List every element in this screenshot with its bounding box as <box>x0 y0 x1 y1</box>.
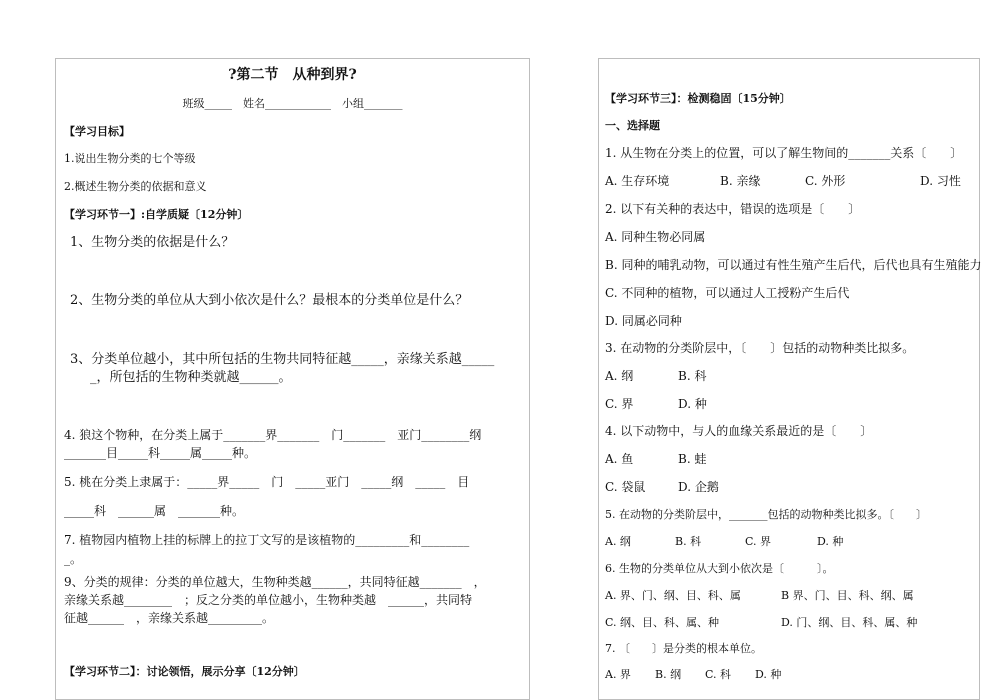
mc-question-1: 1. 从生物在分类上的位置，可以了解生物间的_______关系〔 〕 <box>605 146 963 160</box>
mc-option: B. 同种的哺乳动物，可以通过有性生殖产生后代，后代也具有生殖能力 <box>605 258 981 272</box>
question-3-line-2: _，所包括的生物种类就越______。 <box>90 370 292 385</box>
mc-option: A. 同种生物必同属 <box>605 230 706 244</box>
mc-option: A. 界、门、纲、目、科、属 <box>605 589 741 602</box>
mc-option: D. 种 <box>678 397 707 411</box>
mc-option: A. 生存环境 <box>605 174 670 188</box>
learning-goals-heading: 【学习目标】 <box>64 125 130 138</box>
question-9-line-3: 征越______ ，亲缘关系越_________。 <box>64 611 275 625</box>
question-9-line-2: 亲缘关系越________ ；反之分类的单位越小，生物种类越 ______，共同特 <box>64 593 473 607</box>
mc-option: D. 门、纲、目、科、属、种 <box>781 616 918 629</box>
left-worksheet-page <box>55 58 530 700</box>
goal-item: 1.说出生物分类的七个等级 <box>64 152 196 165</box>
mc-option: A. 纲 <box>605 535 631 548</box>
mc-option: C. 不同种的植物，可以通过人工授粉产生后代 <box>605 286 850 300</box>
mc-question-6: 6. 生物的分类单位从大到小依次是〔 〕。 <box>605 562 834 575</box>
goal-item: 2.概述生物分类的依据和意义 <box>64 180 207 193</box>
student-info-line: 班级_____ 姓名____________ 小组_______ <box>182 97 403 110</box>
mc-question-5: 5. 在动物的分类阶层中，_______包括的动物种类比拟多。〔 〕 <box>605 508 927 521</box>
mc-option: A. 界 <box>605 668 631 681</box>
mc-question-2: 2. 以下有关种的表达中，错误的选项是〔 〕 <box>605 202 861 216</box>
section-one-heading: 【学习环节一】:自学质疑〔12分钟〕 <box>64 208 249 221</box>
question-5-line-1: 5. 桃在分类上隶属于：_____界_____ 门 _____亚门 _____纲 _____ 目 <box>64 475 470 489</box>
mc-option: A. 鱼 <box>605 452 634 466</box>
mc-option: D. 企鹅 <box>678 480 719 494</box>
mc-option: C. 纲、目、科、属、种 <box>605 616 720 629</box>
mc-question-7: 7. 〔 〕是分类的根本单位。 <box>605 642 762 655</box>
page-title: ?第二节 从种到界? <box>228 67 357 83</box>
section-three-heading: 【学习环节三】：检测稳固〔15分钟〕 <box>605 92 791 105</box>
question-5-line-2: _____科 ______属 _______种。 <box>64 504 245 518</box>
question-4-line-2: _______目_____科_____属_____种。 <box>64 446 257 460</box>
mc-option: C. 科 <box>705 668 732 681</box>
question-4-line-1: 4. 狼这个物种，在分类上属于_______界_______ 门_______ 亚门________纲 <box>64 428 482 442</box>
mc-option: D. 种 <box>817 535 844 548</box>
mc-option: D. 同属必同种 <box>605 314 682 328</box>
mc-option: B. 科 <box>675 535 702 548</box>
right-worksheet-page <box>598 58 980 700</box>
mc-option: B. 蛙 <box>678 452 707 466</box>
question-2: 2、生物分类的单位从大到小依次是什么？最根本的分类单位是什么？ <box>70 293 469 308</box>
mc-option: A. 纲 <box>605 369 634 383</box>
question-3-line-1: 3、分类单位越小，其中所包括的生物共同特征越_____，亲缘关系越_____ <box>70 352 495 367</box>
mc-option: C. 袋鼠 <box>605 480 646 494</box>
mc-option: D. 种 <box>755 668 782 681</box>
mc-option: C. 界 <box>605 397 634 411</box>
mc-question-3: 3. 在动物的分类阶层中，〔 〕包括的动物种类比拟多。 <box>605 341 915 355</box>
mc-option: C. 外形 <box>805 174 846 188</box>
question-9-line-1: 9、分类的规律：分类的单位越大，生物种类越______，共同特征越_______ ， <box>64 575 486 589</box>
question-1: 1、生物分类的依据是什么？ <box>70 235 235 250</box>
mc-option: B. 纲 <box>655 668 682 681</box>
mc-option: B. 科 <box>678 369 707 383</box>
mc-option: B. 亲缘 <box>720 174 761 188</box>
mc-option: B 界、门、目、科、纲、属 <box>781 589 914 602</box>
mc-option: C. 界 <box>745 535 772 548</box>
question-7-line-2: _。 <box>64 552 83 566</box>
multiple-choice-heading: 一、选择题 <box>605 119 660 132</box>
mc-option: D. 习性 <box>920 174 961 188</box>
mc-question-4: 4. 以下动物中，与人的血缘关系最近的是〔 〕 <box>605 424 873 438</box>
question-7-line-1: 7. 植物园内植物上挂的标牌上的拉丁文写的是该植物的_________和________ <box>64 533 470 547</box>
section-two-heading: 【学习环节二】：讨论领悟，展示分享〔12分钟〕 <box>64 665 305 678</box>
